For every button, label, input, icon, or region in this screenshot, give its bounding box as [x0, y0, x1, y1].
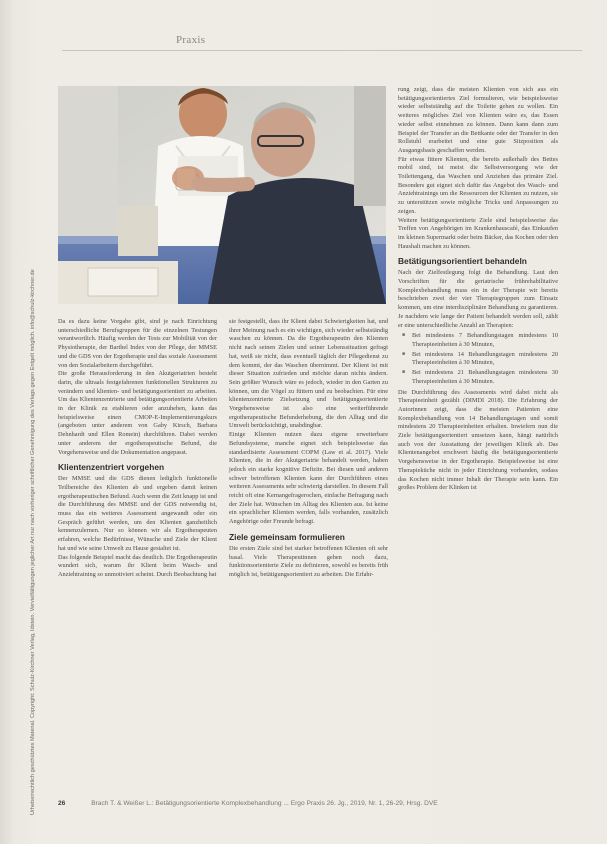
- page-number: 26: [58, 800, 66, 807]
- citation: Brach T. & Weißer L.: Betätigungsorientierte Komplexbehandlung ... Ergo Praxis 26. Jg., 2019, Nr. 1, 26-29, Hrsg. DVE: [91, 800, 438, 807]
- list-item: ■ Bei mindestens 21 Behandlungstagen mindestens 30 Therapieeinheiten à 30 Minuten.: [398, 369, 558, 386]
- body-paragraph: Für etwas fittere Klienten, die bereits außerhalb des Bettes mobil sind, ist meist die Selbstversorgung wie der Toilettengang, das Waschen und Anziehen das primäre Ziel. Besonders gut eignet sich dafür das Angebot des Wasch- und Anziehtrainings um die Ressourcen der Klienten zu nutzen, sie zu unterstützen sowie mögliche Tricks und Anpassungen zu zeigen.: [398, 155, 558, 215]
- body-paragraph: Die ersten Ziele sind bei starker betroffenen Klienten oft sehr basal. Viele Therapeutinnen gehen noch dazu, funktionsorientierte Ziele zu definieren, sowohl es bereits früh möglich ist, betätigungsorientiert zu arbeiten. Die Erfahr-: [229, 544, 388, 578]
- body-paragraph: Einige Klienten nutzen dazu eigene erweiterbare Befundsysteme, manche eignet sich beispielsweise das standardisierte Assessment COPM (Law et al. 2017). Viele Klienten, die in der Akutgeriatrie behandelt werden, haben jedoch ein starke kognitive Defizite. Bei diesen und anderen schwer betroffenen Klienten kann der Durchführen eines weiteren Assessments sehr schwierig darstellen. In diesem Fall reicht oft eine Kernangefragerochen, einfache Befragung nach der Ziele hat. Wünschen im Alltag des Klienten aus. Ist keine ein sprachlicher Klienten werden, falls vorhanden, zusätzlich Angehörige oder Freunde befragt.: [229, 431, 388, 526]
- subheading: Ziele gemeinsam formulieren: [229, 531, 345, 542]
- section-header: Praxis: [176, 34, 206, 46]
- body-paragraph: Die Durchführung des Assessments wird dabei nicht als Therapieeinheit gezählt (DIMDI 2018). Die Erfahrung der Autorinnen zeigt, dass die meisten Patienten eine Komplexbehandlung von 14 Behandlungstagen und somit mindestens 20 Therapieeinheiten erhalten. Inwiefern nun die Ziele betätigungsorientiert umsetzen kann, hängt natürlich auch von der Ausstattung der jeweiligen Klinik ab. Das Klientenangebot erschwert häufig die betätigungsorientierte Vorgehensweise in der Ergotherapie. Beispielsweise ist eine Therapieküche nicht in jeder Einrichtung vorhanden, sodass das Kochen nicht immer Inhalt der Therapie sein kann. Ein großes Problem der Klinken ist: [398, 388, 558, 492]
- list-item: ■ Bei mindestens 14 Behandlungstagen mindestens 20 Therapieeinheiten à 30 Minuten,: [398, 351, 558, 368]
- body-paragraph: Das folgende Beispiel macht das deutlich. Die Ergotherapeutin wundert sich, warum ihr Klient beim Wasch- und Anziehtraining so unmotiviert scheint. Durch Beobachtung hat: [58, 553, 217, 578]
- body-paragraph: rung zeigt, dass die meisten Klienten von sich aus ein betätigungsorientiertes Ziel formulieren, wie beispielsweise wieder selbstständig auf die Toilette gehen zu wollen. Ein weiteres mögliches Ziel von Klienten wäre es, das Essen wieder selbst einnehmen zu können. Dann kann dann zum Beispiel der Transfer an die Bettkante oder der Transfer in den Rollstuhl erarbeitet und eine gute Sitzposition als Ausgangsbasis geschaffen werden.: [398, 86, 558, 154]
- page-footer: [58, 800, 438, 807]
- copyright-side-note: Urheberrechtlich geschütztes Material. Copyright: Schulz-Kirchner Verlag, Idstein. Vervielfältigungen jeglicher Art nur nach vorheriger schriftlicher Genehmigung des Verlags gegen Entgelt möglich. info@schulz-kirchner.de: [30, 269, 36, 815]
- subheading: Klientenzentriert vorgehen: [58, 462, 165, 473]
- body-paragraph: Nach der Zielfestlegung folgt die Behandlung. Laut den Vorschriften für die geriatrische frührehabilitative Komplexbehandlung muss ein in der Therapie wir bereits beschrieben zwei der vier Therapiegruppen zum Einsatz kommen, um eine interdisziplinäre Behandlung zu garantieren. Je nachdem wie lange der Patient behandelt werden soll, zählt er eine unterschiedliche Anzahl an Therapien:: [398, 269, 558, 329]
- text-column-1: [58, 318, 217, 580]
- list-item: ■ Bei mindestens 7 Behandlungstagen mindestens 10 Therapieeinheiten à 30 Minuten,: [398, 332, 558, 349]
- header-rule: [62, 50, 582, 51]
- therapy-photo: [58, 86, 386, 304]
- text-column-3: [398, 86, 558, 493]
- body-paragraph: Die große Herausforderung in den Akutgeriatrien besteht darin, die ultraals festgefahrenen funktionellen Strukturen zu verändern und klienten- und betätigungsorientiert zu arbeiten. Um das Klientenzentrierte und betätigungsorientierte Arbeiten in der Klinik zu etablieren oder anzuheben, kann das beispielsweise einen CMOP-E-Implementierungskurs (angeboten unter anderem von Gaby Kirsch, Barbara Dehnhardt und Ellen Romein) durchführen. Dabei werden unter anderem der ergotherapeutische Befund, die Vorgehensweise und die Dokumentation angepasst.: [58, 370, 217, 456]
- body-paragraph: Der MMSE und die GDS dienen lediglich funktionelle Teilbereiche des Klienten ab und ergeben damit keinen ergotherapeutischen Befund. Auch wenn die Zeit knapp ist und die Durchführung des MMSE und der GDS notwendig ist, muss das ein weiteres Assessment angewandt oder ein Gespräch geführt werden, um den Klienten ganzheitlich kennenzulernen. Nur so können wir als Ergotherapeuten erfahren, welche Bedürfnisse, Wünsche und Ziele der Klient hat und wie seine Umwelt zu Hause gestaltet ist.: [58, 475, 217, 552]
- photo-illustration: [58, 86, 386, 304]
- body-paragraph: sie festgestellt, dass ihr Klient dabei Schwierigkeiten hat, und ihrer Meinung nach es ein wichtigen, sich wieder selbstständig waschen zu können. Da die Ergotherapeutin den Klienten nicht nach seinen Zielen und seiner Lebenssituation gefragt hat, weiß sie nicht, dass eventuell täglich der Pflegedienst zu dem kommt, der das Waschen übernimmt. Der Klient ist mit dieser Situation zufrieden und möchte daran nichts ändern. Sein größter Wunsch wäre es jedoch, wieder in den Garten zu können, um die Vögel zu füttern und zu beobachten. Für eine klientenzentrierte Zielsetzung und betätigungsorientierte Vorgehensweise ist also eine weiterführende ergotherapeutische Befunderhebung, die den Alltag und die Umwelt berücksichtigt, unabdingbar.: [229, 318, 388, 430]
- text-column-2: [229, 318, 388, 580]
- bullet-list: [398, 332, 558, 386]
- body-paragraph: Da es dazu keine Vorgabe gibt, sind je nach Einrichtung unterschiedliche Berufsgruppen für die einzelnen Testungen verantwortlich. Häufig werden der Tests zur Mobilität von der Physiotherapie, der Barthel Index von der Pflege, der MMSE und die GDS von der Ergotherapie und das soziale Assessment von den Sozialarbeitern durchgeführt.: [58, 318, 217, 369]
- body-paragraph: Weitere betätigungsorientierte Ziele sind beispielsweise das Treffen von Angehörigen im Krankenhauscafé, das Einkaufen im kleinen Supermarkt oder beim Bäcker, das Kochen oder den Haushalt machen zu können.: [398, 216, 558, 250]
- subheading: Betätigungsorientiert behandeln: [398, 256, 527, 267]
